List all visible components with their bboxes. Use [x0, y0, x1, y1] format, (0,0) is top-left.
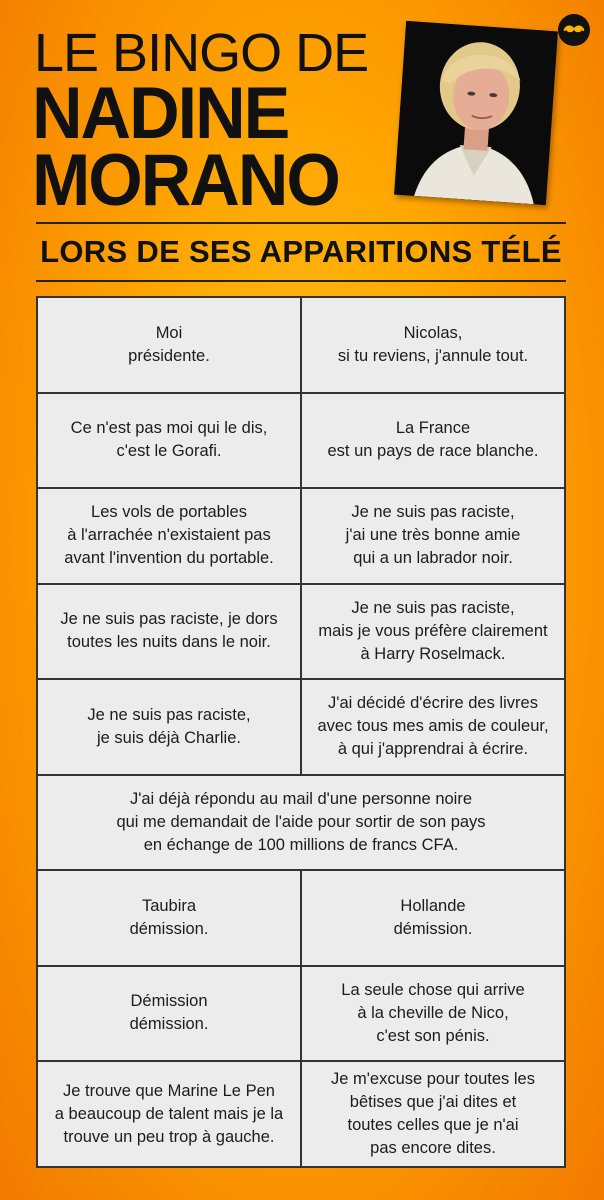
- bingo-cell[interactable]: Je ne suis pas raciste, mais je vous préfère clairement à Harry Roselmack.: [302, 585, 564, 679]
- bingo-cell[interactable]: Je ne suis pas raciste, je suis déjà Charlie.: [38, 680, 300, 774]
- bingo-cell-wide[interactable]: J'ai déjà répondu au mail d'une personne noire qui me demandait de l'aide pour sortir de son pays en échange de 100 millions de francs CFA.: [38, 776, 564, 870]
- bingo-cell[interactable]: Les vols de portables à l'arrachée n'existaient pas avant l'invention du portable.: [38, 489, 300, 583]
- bingo-cell[interactable]: Je ne suis pas raciste, j'ai une très bonne amie qui a un labrador noir.: [302, 489, 564, 583]
- bingo-cell[interactable]: Taubira démission.: [38, 871, 300, 965]
- mustache-icon: [563, 24, 585, 36]
- title-line-1: LE BINGO DE: [34, 23, 369, 83]
- mustache-logo[interactable]: [558, 14, 590, 46]
- bingo-cell[interactable]: J'ai décidé d'écrire des livres avec tous mes amis de couleur, à qui j'apprendrai à écrire.: [302, 680, 564, 774]
- bingo-cell[interactable]: Hollande démission.: [302, 871, 564, 965]
- bingo-cell[interactable]: Je trouve que Marine Le Pen a beaucoup de talent mais je la trouve un peu trop à gauche.: [38, 1062, 300, 1166]
- divider-bottom: [36, 280, 566, 282]
- title-line-3: MORANO: [32, 139, 339, 221]
- bingo-cell[interactable]: La seule chose qui arrive à la cheville de Nico, c'est son pénis.: [302, 967, 564, 1061]
- portrait-image: [394, 21, 558, 205]
- bingo-cell[interactable]: Démission démission.: [38, 967, 300, 1061]
- header: [0, 0, 604, 290]
- subtitle: LORS DE SES APPARITIONS TÉLÉ: [40, 234, 562, 269]
- bingo-cell[interactable]: Moi présidente.: [38, 298, 300, 392]
- bingo-grid: [36, 296, 566, 1168]
- bingo-cell[interactable]: Je ne suis pas raciste, je dors toutes les nuits dans le noir.: [38, 585, 300, 679]
- bingo-cell[interactable]: Je m'excuse pour toutes les bêtises que j'ai dites et toutes celles que je n'ai pas encore dites.: [302, 1062, 564, 1166]
- title-line-2: NADINE: [32, 72, 289, 154]
- divider-top: [36, 222, 566, 224]
- bingo-cell[interactable]: Ce n'est pas moi qui le dis, c'est le Gorafi.: [38, 394, 300, 488]
- portrait-photo: [394, 21, 558, 205]
- bingo-cell[interactable]: La France est un pays de race blanche.: [302, 394, 564, 488]
- bingo-cell[interactable]: Nicolas, si tu reviens, j'annule tout.: [302, 298, 564, 392]
